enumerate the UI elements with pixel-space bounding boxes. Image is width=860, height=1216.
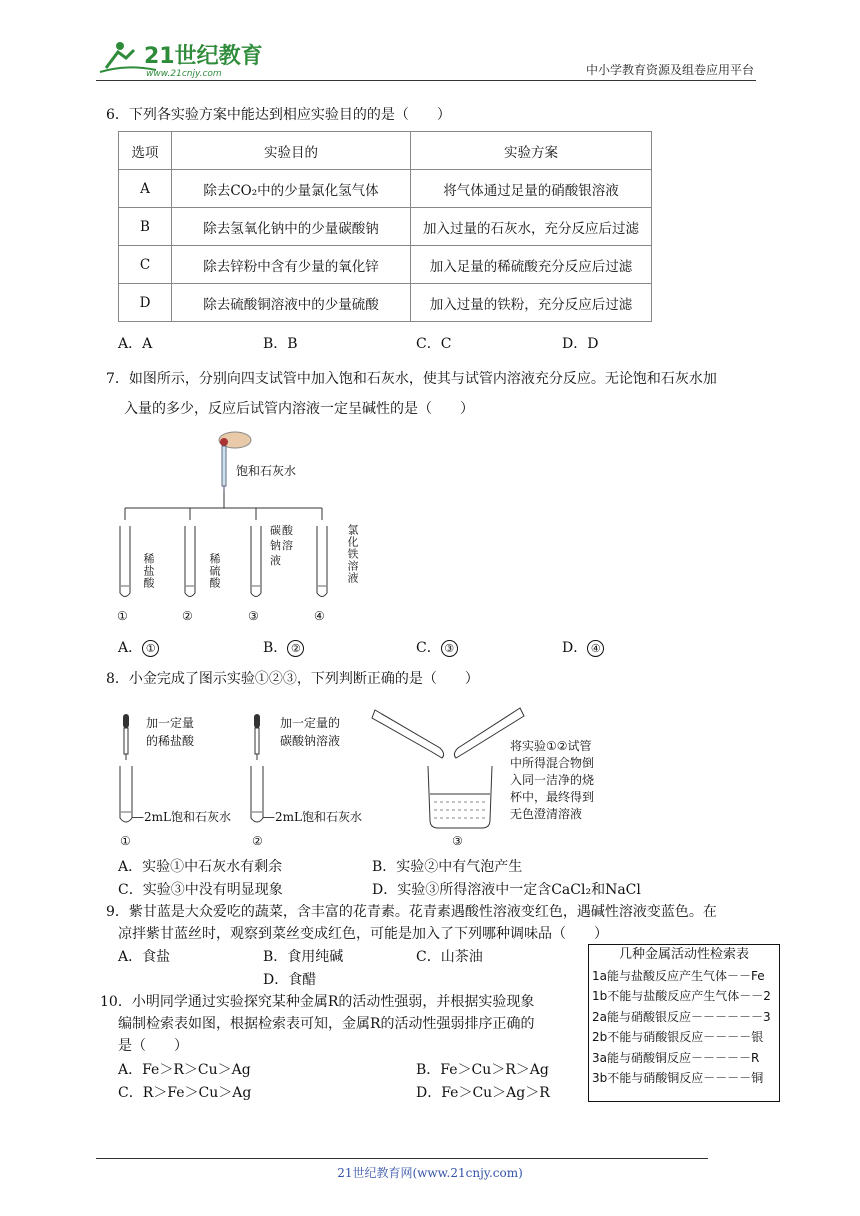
q9-option-b[interactable]: B．食用纯碱 [263,949,344,965]
circle-number: ① [142,640,159,657]
table-cell: A [119,170,172,208]
table-cell: 除去硫酸铜溶液中的少量硫酸 [172,284,411,322]
d3-num: ③ [452,834,463,848]
table-cell: 将气体通过足量的硝酸银溶液 [411,170,652,208]
q8-option-a[interactable]: A．实验①中石灰水有剩余 [118,859,283,875]
circle-number: ③ [441,640,458,657]
d2-label-2: 碳酸钠溶液 [280,734,341,748]
q6-option-d[interactable]: D．D [562,336,599,352]
q7-option-d[interactable] [562,637,604,657]
q9-line1: 9．紫甘蓝是大众爱吃的蔬菜，含丰富的花青素。花青素遇酸性溶液变红色，遇碱性溶液变蓝色。在 [106,904,717,920]
table-header-cell: 实验方案 [411,132,652,170]
d2-tube-text: 2mL饱和石灰水 [275,810,362,824]
option-letter: B． [263,640,288,656]
tube-4-num: ④ [314,609,325,623]
key-row: 3a能与硝酸铜反应－－－－－R [592,1050,760,1065]
key-row: 2a能与硝酸银反应－－－－－－3 [592,1009,771,1024]
table-cell: C [119,246,172,284]
d3-line: 杯中，最终得到 [510,790,595,804]
table-cell: 加入足量的稀硫酸充分反应后过滤 [411,246,652,284]
d1-label-2: 的稀盐酸 [146,734,195,748]
footer-divider [96,1158,708,1159]
q9-option-d[interactable]: D．食醋 [263,972,317,988]
q8-option-d[interactable]: D．实验③所得溶液中一定含CaCl₂和NaCl [372,882,641,898]
q10-line1: 10．小明同学通过实验探究某种金属R的活动性强弱，并根据实验现象 [100,994,535,1010]
table-header-cell: 选项 [119,132,172,170]
q7-stem-line1: 7．如图所示，分别向四支试管中加入饱和石灰水，使其与试管内溶液充分反应。无论饱和石灰水加 [106,371,717,387]
q7-option-a[interactable] [118,637,159,657]
q8-option-b[interactable]: B．实验②中有气泡产生 [372,859,523,875]
key-row: 2b不能与硝酸银反应－－－－银 [592,1030,764,1044]
site-logo [96,38,266,78]
table-row [119,246,652,284]
q6-option-a[interactable]: A．A [118,336,153,352]
circle-number: ② [287,640,304,657]
q9-option-a[interactable]: A．食盐 [118,949,171,965]
table-cell: D [119,284,172,322]
table-cell: 除去锌粉中含有少量的氧化锌 [172,246,411,284]
option-letter: A． [118,640,143,656]
q8-diagram [110,700,630,850]
table-row [119,208,652,246]
tube-4-label: 氯化铁溶液 [346,524,359,584]
d3-line: 入同一洁净的烧 [510,773,595,787]
footer-text[interactable]: 21世纪教育网(www.21cnjy.com) [337,1166,523,1180]
d1-label-1: 加一定量 [146,716,195,730]
tube-3-label: 碳酸钠溶液 [270,524,294,567]
logo-url: www.21cnjy.com [146,69,222,78]
d1-num: ① [120,834,131,848]
d2-num: ② [252,834,263,848]
q7-diagram [110,428,370,628]
table-row [119,170,652,208]
q6-table [118,131,652,322]
q9-option-c[interactable]: C．山茶油 [416,949,483,965]
q7-option-c[interactable] [416,637,458,657]
d3-description [510,738,594,823]
q10-option-b[interactable]: B．Fe＞Cu＞R＞Ag [416,1062,549,1078]
tube-1-num: ① [117,609,128,623]
q9-line2: 凉拌紫甘蓝丝时，观察到菜丝变成红色，可能是加入了下列哪种调味品（ ） [118,926,608,942]
header-divider [96,80,756,81]
q10-line2: 编制检索表如图，根据检索表可知，金属R的活动性强弱排序正确的 [118,1016,535,1032]
d1-tube-text: 2mL饱和石灰水 [144,810,231,824]
table-header-cell: 实验目的 [172,132,411,170]
q10-option-c[interactable]: C．R＞Fe＞Cu＞Ag [118,1085,252,1101]
table-header-row [119,132,652,170]
q8-option-c[interactable]: C．实验③中没有明显现象 [118,882,283,898]
table-cell: 加入过量的铁粉，充分反应后过滤 [411,284,652,322]
q10-option-a[interactable]: A．Fe＞R＞Cu＞Ag [118,1062,251,1078]
table-cell: 除去CO₂中的少量氯化氢气体 [172,170,411,208]
table-row [119,284,652,322]
tube-1-label: 稀盐酸 [142,553,155,589]
table-cell: B [119,208,172,246]
key-table-title: 几种金属活动性检索表 [618,947,749,962]
d1-tube-label: —2mL饱和石灰水 [132,810,231,824]
q7-option-b[interactable] [263,637,304,657]
metal-activity-key-table [588,944,780,1102]
d3-line: 将实验①②试管 [510,739,592,753]
q10-option-d[interactable]: D．Fe＞Cu＞Ag＞R [416,1085,550,1101]
q8-stem: 8．小金完成了图示实验①②③，下列判断正确的是（ ） [106,671,479,687]
q7-stem-line2: 入量的多少，反应后试管内溶液一定呈碱性的是（ ） [124,401,474,417]
header-platform-text: 中小学教育资源及组卷应用平台 [585,63,754,77]
table-cell: 除去氢氧化钠中的少量碳酸钠 [172,208,411,246]
key-row: 1a能与盐酸反应产生气体－－Fe [592,968,765,983]
q6-stem: 6．下列各实验方案中能达到相应实验目的的是（ ） [106,107,451,123]
table-cell: 加入过量的石灰水，充分反应后过滤 [411,208,652,246]
d2-tube-label: —2mL饱和石灰水 [263,810,362,824]
d3-line: 中所得混合物倒 [510,756,595,770]
circle-number: ④ [587,640,604,657]
option-letter: C． [416,640,441,656]
q6-option-c[interactable]: C．C [416,336,452,352]
option-letter: D． [562,640,588,656]
key-row: 3b不能与硝酸铜反应－－－－铜 [592,1071,764,1085]
d2-label-1: 加一定量的 [280,716,341,730]
tube-2-num: ② [182,609,193,623]
q10-line3: 是（ ） [118,1038,188,1054]
tube-2-label: 稀硫酸 [208,553,221,589]
dropper-label: 饱和石灰水 [236,464,297,478]
d3-line: 无色澄清溶液 [510,807,583,821]
key-row: 1b不能与盐酸反应产生气体－－2 [592,989,771,1003]
tube-3-num: ③ [248,609,259,623]
logo-text: 21世纪教育 [144,44,263,69]
q6-option-b[interactable]: B．B [263,336,298,352]
